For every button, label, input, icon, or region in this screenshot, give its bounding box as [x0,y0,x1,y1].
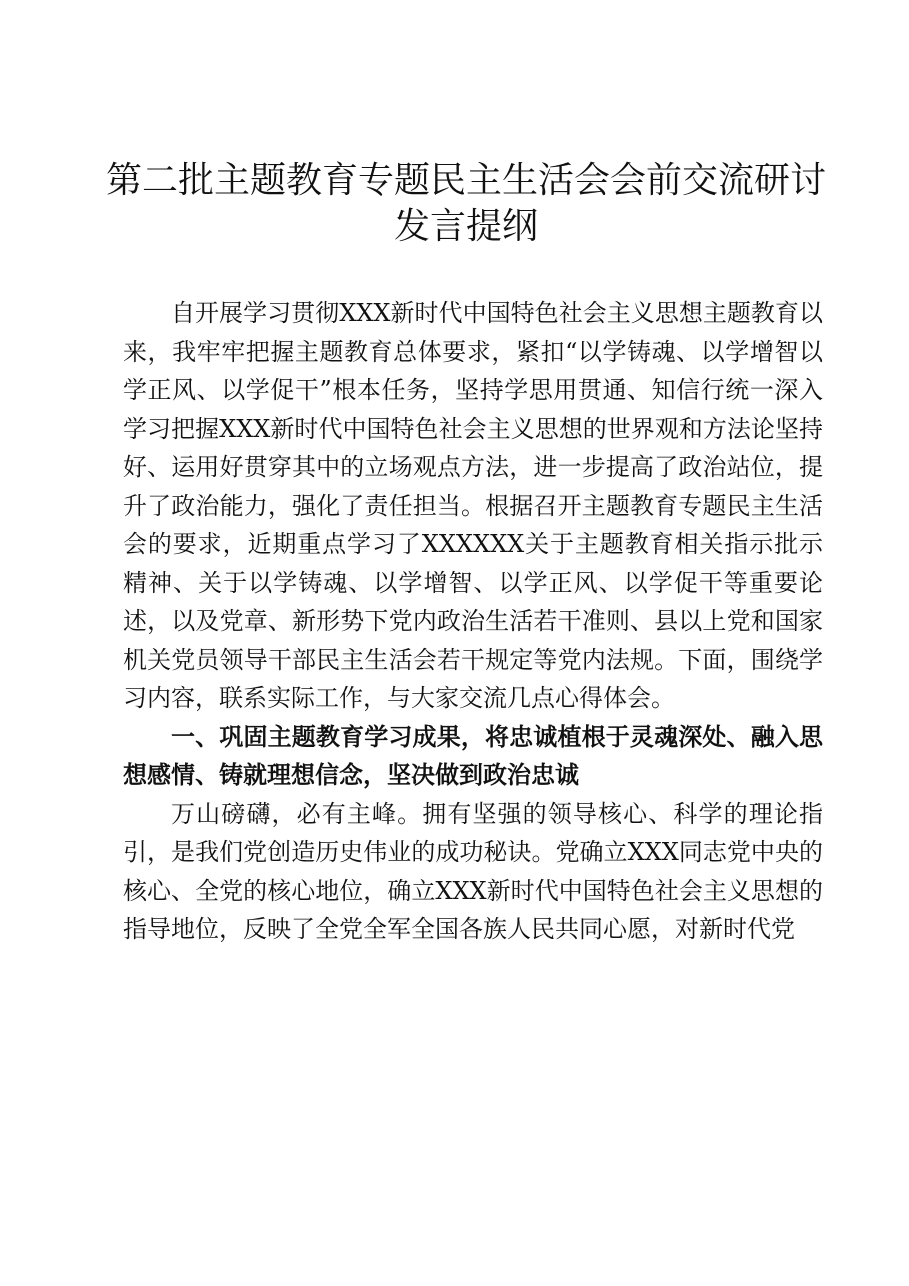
intro-paragraph: 自开展学习贯彻XXX新时代中国特色社会主义思想主题教育以来，我牢牢把握主题教育总体要求，紧扣“以学铸魂、以学增智以学正风、以学促干”根本任务，坚持学思用贯通、知信行统一深入学习把握XXX新时代中国特色社会主义思想的世界观和方法论坚持好、运用好贯穿其中的立场观点方法，进一步提高了政治站位，提升了政治能力，强化了责任担当。根据召开主题教育专题民主生活会的要求，近期重点学习了XXXXXX关于主题教育相关指示批示精神、关于以学铸魂、以学增智、以学正风、以学促干等重要论述，以及党章、新形势下党内政治生活若干准则、县以上党和国家机关党员领导干部民主生活会若干规定等党内法规。下面，围绕学习内容，联系实际工作，与大家交流几点心得体会。 [123,299,823,712]
section-heading-1: 一、巩固主题教育学习成果，将忠诚植根于灵魂深处、融入思想感情、铸就理想信念，坚决做到政治忠诚 [123,722,823,789]
section-1-paragraph: 万山磅礴，必有主峰。拥有坚强的领导核心、科学的理论指引，是我们党创造历史伟业的成功秘诀。党确立XXX同志党中央的核心、全党的核心地位，确立XXX新时代中国特色社会主义思想的指导地位，反映了全党全军全国各族人民共同心愿，对新时代党 [123,799,823,943]
document-body [123,294,823,949]
document-title: 第二批主题教育专题民主生活会会前交流研讨发言提纲 [105,160,826,247]
